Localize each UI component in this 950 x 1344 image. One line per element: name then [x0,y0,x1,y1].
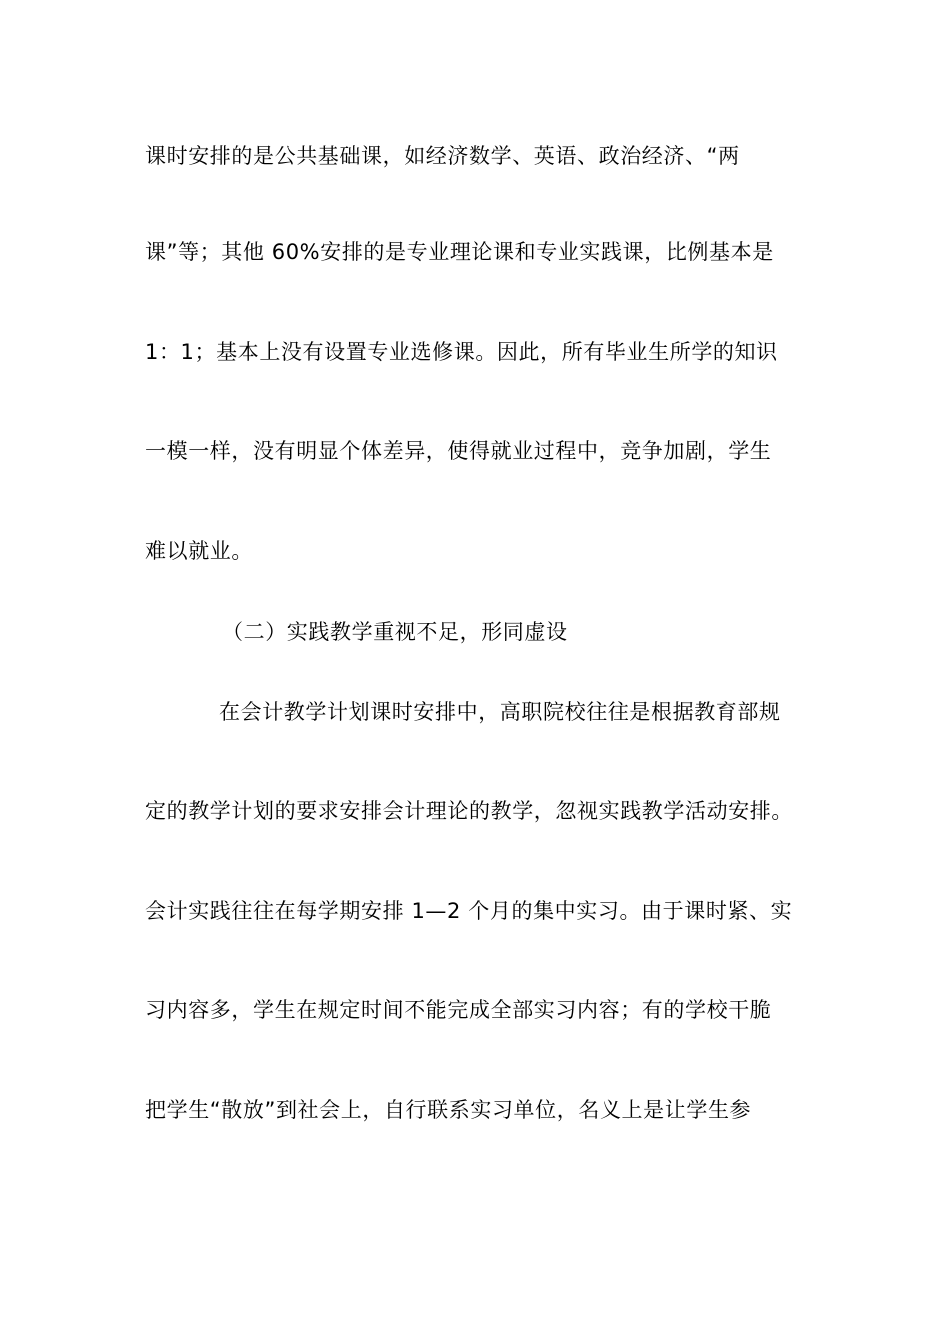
paragraph-line: 定的教学计划的要求安排会计理论的教学，忽视实践教学活动安排。 [145,799,793,823]
paragraph-line: 一模一样，没有明显个体差异，使得就业过程中，竞争加剧，学生 [145,439,772,463]
paragraph-line: 1：1；基本上没有设置专业选修课。因此，所有毕业生所学的知识 [145,340,778,364]
paragraph-line: 在会计教学计划课时安排中，高职院校往往是根据教育部规 [219,700,781,724]
paragraph-line: 难以就业。 [145,539,253,563]
paragraph-line: 把学生“散放”到社会上，自行联系实习单位，名义上是让学生参 [145,1098,752,1122]
paragraph-line: 课”等；其他 60%安排的是专业理论课和专业实践课，比例基本是 [145,240,774,264]
section-heading: （二）实践教学重视不足，形同虚设 [222,620,568,644]
paragraph-line: 会计实践往往在每学期安排 1—2 个月的集中实习。由于课时紧、实 [145,899,793,923]
paragraph-line: 课时安排的是公共基础课，如经济数学、英语、政治经济、“两 [145,144,740,168]
paragraph-line: 习内容多，学生在规定时间不能完成全部实习内容；有的学校干脆 [145,998,772,1022]
